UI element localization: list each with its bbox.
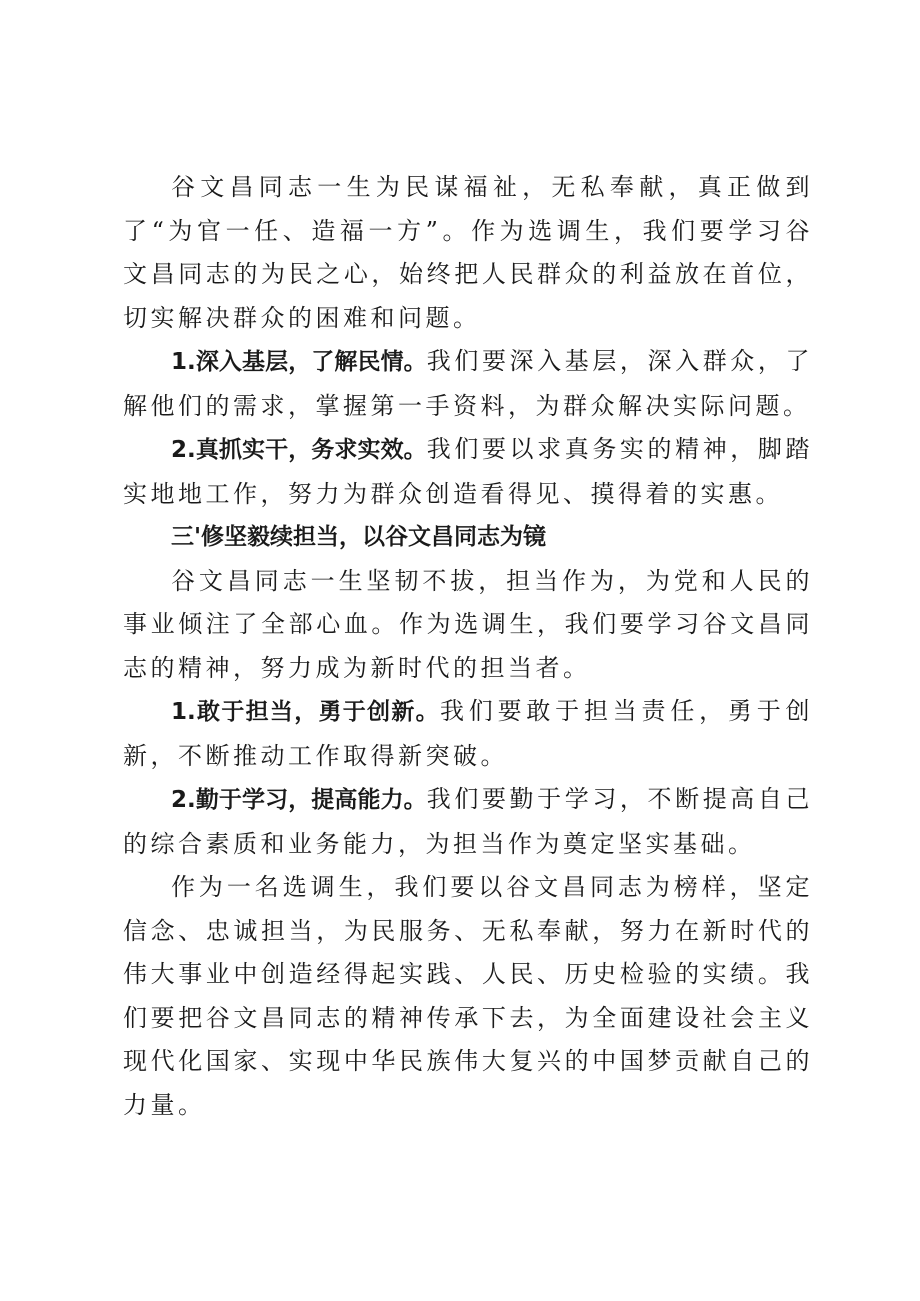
section-heading: 三'修坚毅续担当，以谷文昌同志为镜 <box>171 524 547 550</box>
list-item-lead: 2.真抓实干，务求实效。 <box>171 437 427 463</box>
body-paragraph-1: 谷文昌同志一生为民谋福祉，无私奉献，真正做到了“为官一任、造福一方”。作为选调生，我们要学习谷文昌同志的为民之心，始终把人民群众的利益放在首位，切实解决群众的困难和问题。 <box>123 173 813 332</box>
list-item-lead: 1.敢于担当，勇于创新。 <box>171 699 440 725</box>
list-item-text: 我们要敢于担当责任，勇于创新，不断推动工作取得新突破。 <box>123 697 814 770</box>
body-paragraph-3: 作为一名选调生，我们要以谷文昌同志为榜样，坚定信念、忠诚担当，为民服务、无私奉献，努力在新时代的伟大事业中创造经得起实践、人民、历史检验的实绩。我们要把谷文昌同志的精神传承下去，为全面建设社会主义现代化国家、实现中华民族伟大复兴的中国梦贡献自己的力量。 <box>123 873 813 1119</box>
list-item-text: 我们要以求真务实的精神，脚踏实地地工作，努力为群众创造看得见、摸得着的实惠。 <box>123 435 813 508</box>
list-item-text: 我们要勤于学习，不断提高自己的综合素质和业务能力，为担当作为奠定坚实基础。 <box>123 785 813 858</box>
list-item-lead: 1.深入基层，了解民情。 <box>171 349 427 375</box>
list-item-4 <box>123 778 813 866</box>
list-item-2 <box>123 428 813 516</box>
body-paragraph-2: 谷文昌同志一生坚韧不拔，担当作为，为党和人民的事业倾注了全部心血。作为选调生，我们要学习谷文昌同志的精神，努力成为新时代的担当者。 <box>123 566 813 682</box>
list-item-lead: 2.勤于学习，提高能力。 <box>171 787 427 813</box>
list-item-3 <box>123 690 813 778</box>
document-body <box>123 166 813 1127</box>
list-item-text: 我们要深入基层，深入群众，了解他们的需求，掌握第一手资料，为群众解决实际问题。 <box>123 347 813 420</box>
list-item-1 <box>123 340 813 428</box>
